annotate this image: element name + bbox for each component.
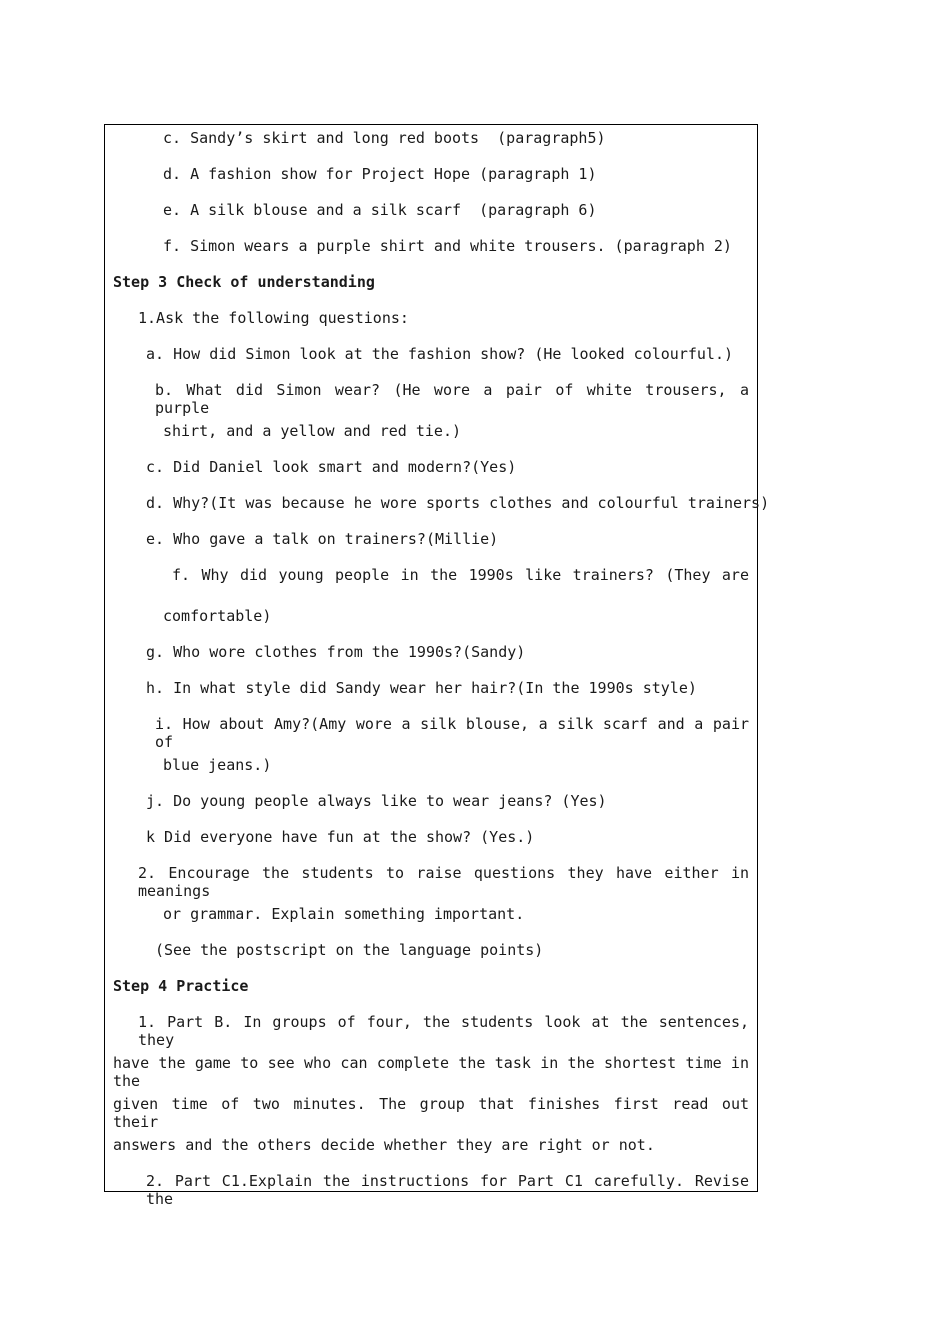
step3-item2-line1: 2. Encourage the students to raise questions they have either in meanings [138, 864, 749, 900]
step2-item-d: d. A fashion show for Project Hope (paragraph 1) [163, 165, 597, 183]
question-f-line2: comfortable) [163, 607, 272, 625]
question-f-line1: f. Why did young people in the 1990s like trainers? (They are [172, 566, 749, 584]
step4-part-b-line3: given time of two minutes. The group that finishes first read out their [113, 1095, 749, 1131]
question-b-line2: shirt, and a yellow and red tie.) [163, 422, 462, 440]
question-c: c. Did Daniel look smart and modern?(Yes) [146, 458, 517, 476]
step2-item-c: c. Sandy’s skirt and long red boots (paragraph5) [163, 129, 606, 147]
step3-item2-line2: or grammar. Explain something important. [163, 905, 525, 923]
question-j: j. Do young people always like to wear jeans? (Yes) [146, 792, 607, 810]
question-k: k Did everyone have fun at the show? (Yes.) [146, 828, 535, 846]
question-a: a. How did Simon look at the fashion show? (He looked colourful.) [146, 345, 733, 363]
step2-item-e: e. A silk blouse and a silk scarf (paragraph 6) [163, 201, 597, 219]
question-h: h. In what style did Sandy wear her hair?(In the 1990s style) [146, 679, 697, 697]
question-b-line1: b. What did Simon wear? (He wore a pair of white trousers, a purple [155, 381, 749, 417]
step3-postscript-note: (See the postscript on the language points) [155, 941, 544, 959]
question-e: e. Who gave a talk on trainers?(Millie) [146, 530, 499, 548]
step4-part-b-line1: 1. Part B. In groups of four, the students look at the sentences, they [138, 1013, 749, 1049]
step3-intro: 1.Ask the following questions: [138, 309, 409, 327]
question-d: d. Why?(It was because he wore sports clothes and colourful trainers) [146, 494, 770, 512]
step4-part-b-line4: answers and the others decide whether they are right or not. [113, 1136, 655, 1154]
question-i-line2: blue jeans.) [163, 756, 272, 774]
step3-heading: Step 3 Check of understanding [113, 273, 375, 291]
step4-heading: Step 4 Practice [113, 977, 249, 995]
step4-part-b-line2: have the game to see who can complete the task in the shortest time in the [113, 1054, 749, 1090]
question-g: g. Who wore clothes from the 1990s?(Sandy) [146, 643, 526, 661]
step2-item-f: f. Simon wears a purple shirt and white trousers. (paragraph 2) [163, 237, 732, 255]
question-i-line1: i. How about Amy?(Amy wore a silk blouse, a silk scarf and a pair of [155, 715, 749, 751]
step4-part-c1-line1: 2. Part C1.Explain the instructions for Part C1 carefully. Revise the [146, 1172, 749, 1208]
